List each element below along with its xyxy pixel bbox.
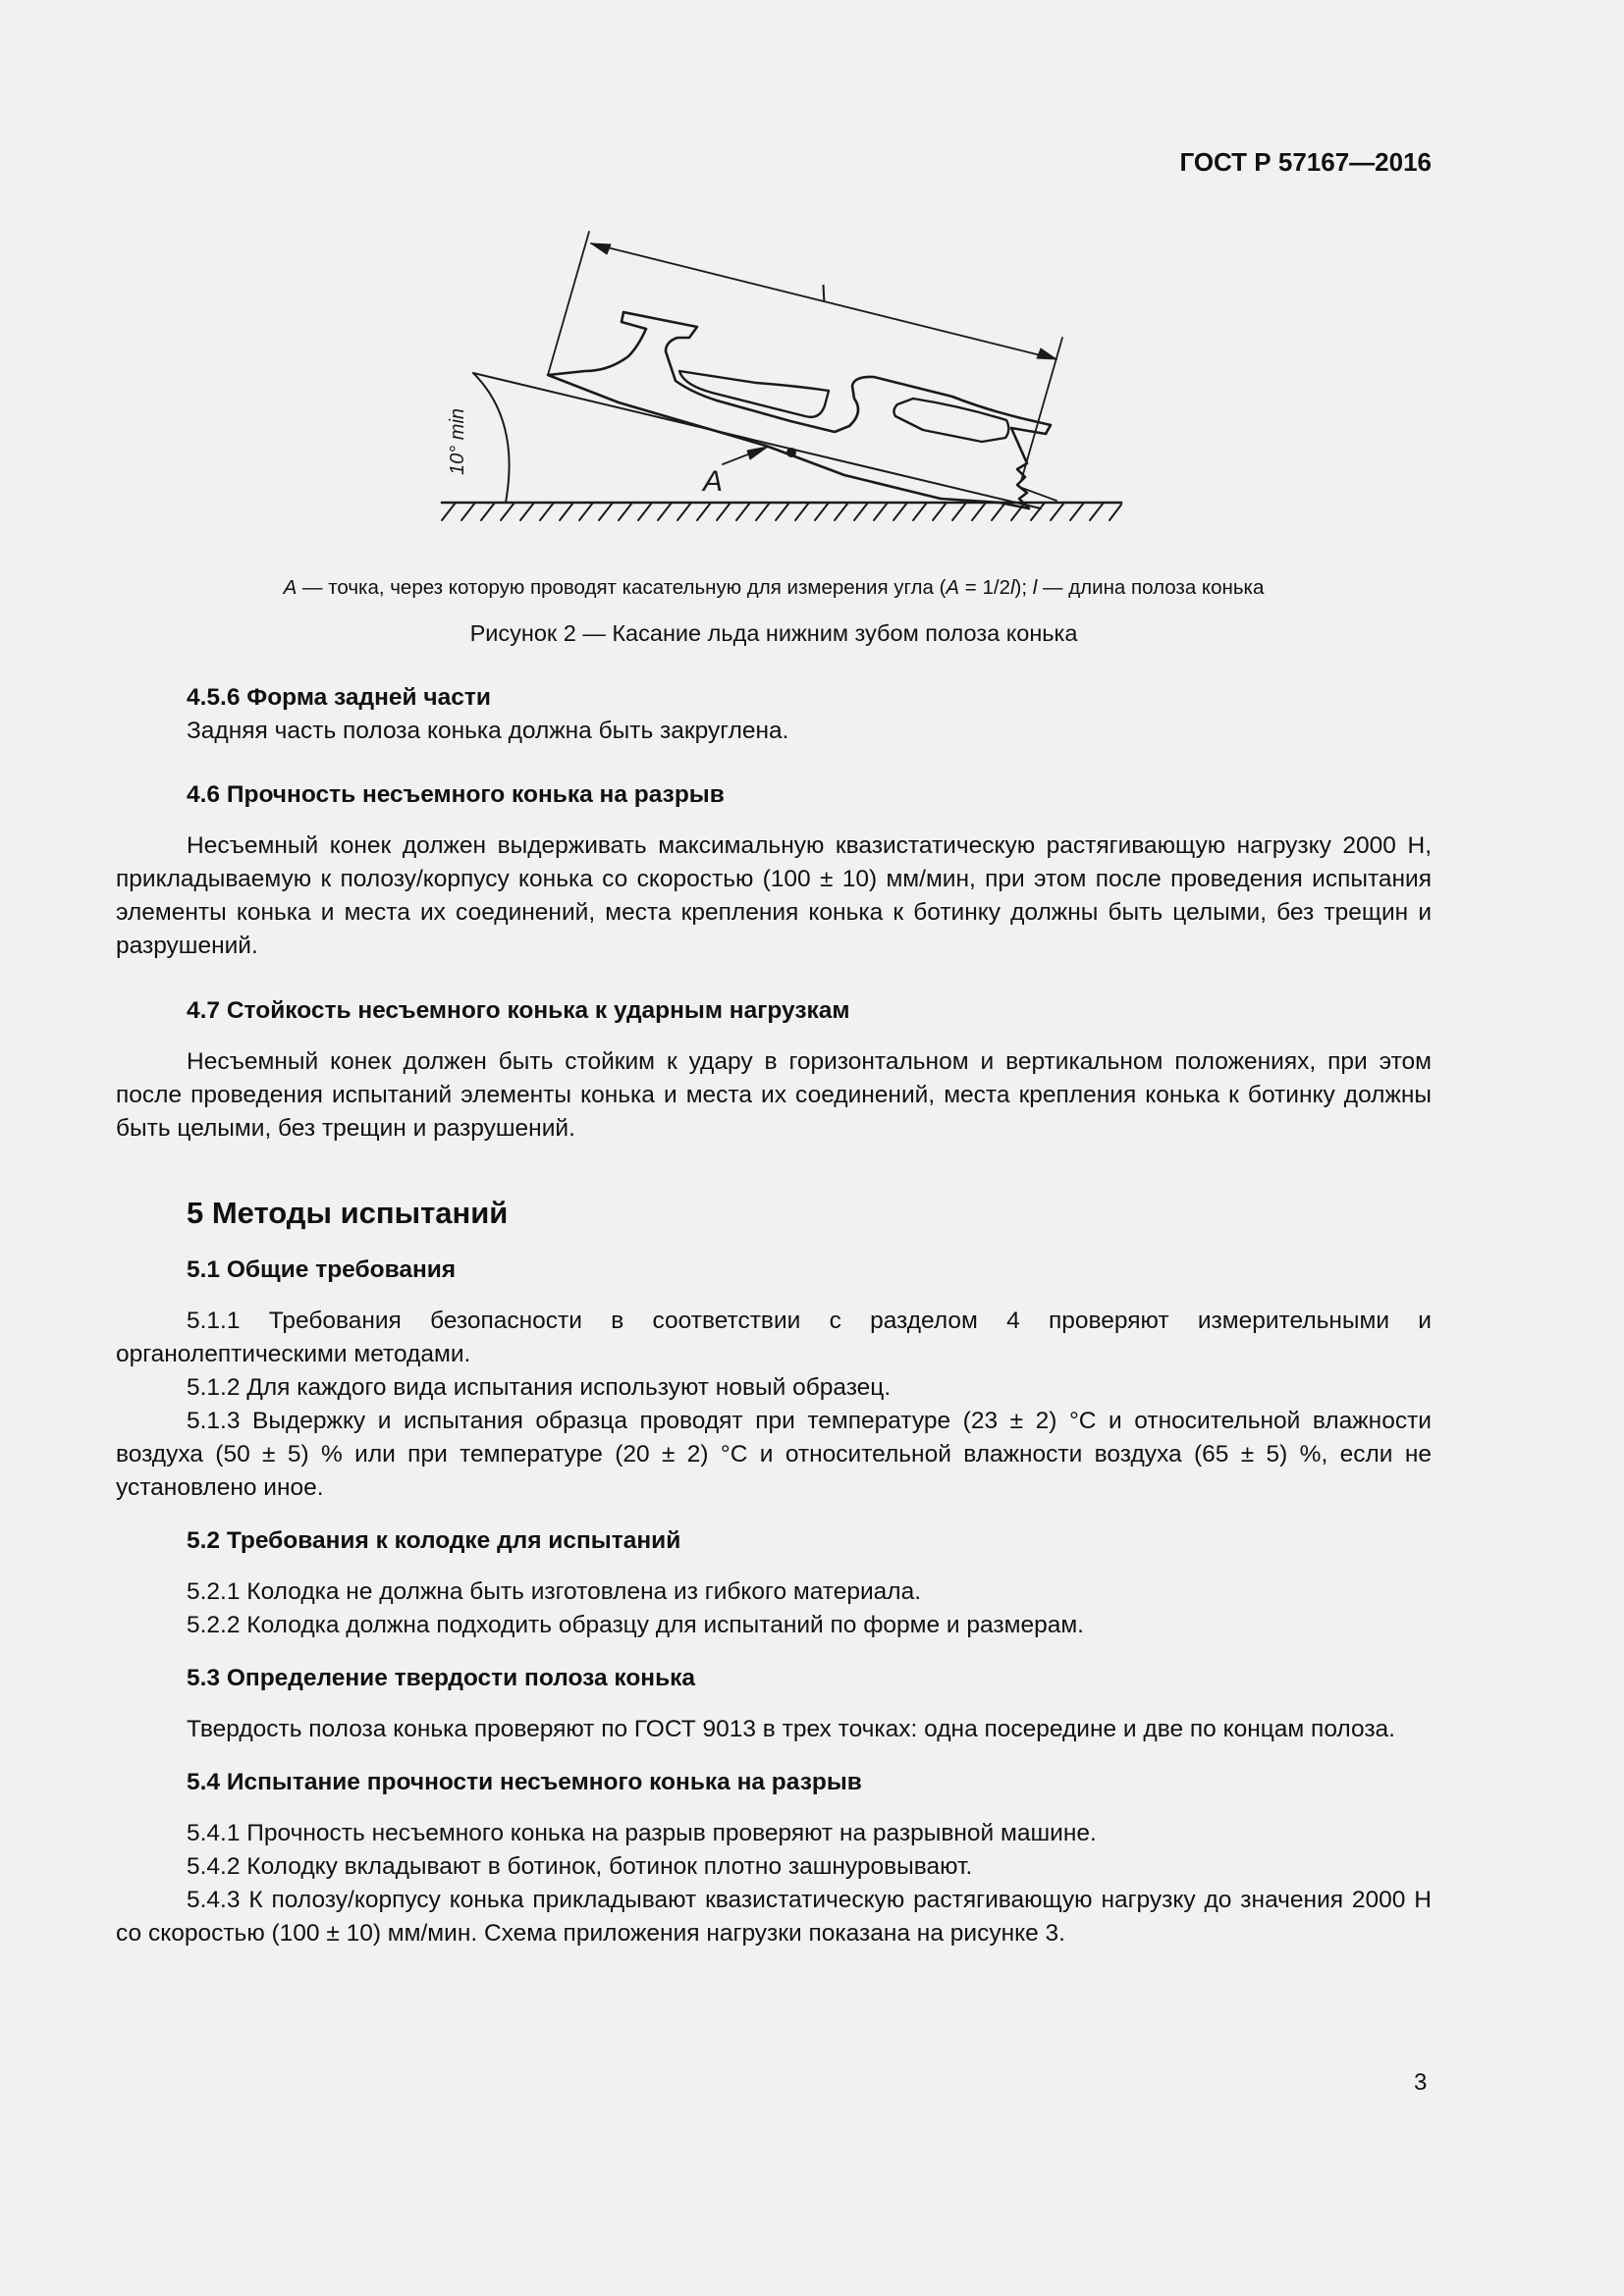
point-a-marker xyxy=(786,448,796,457)
legend-text-3: ); xyxy=(1014,576,1033,599)
paragraph-4-5-6: Задняя часть полоза конька должна быть закруглена. xyxy=(187,718,789,744)
legend-symbol-a-2: A xyxy=(946,576,960,599)
length-arrow-right xyxy=(1037,348,1056,359)
paragraph-5-1-3: 5.1.3 Выдержку и испытания образца проводят при температуре (23 ± 2) °С и относительной влажности воздуха (50 ± 5) % или при температуре (20 ± 2) °С и относительной влажности воздуха (65 ± 5) %, если не установлено иное. xyxy=(116,1408,1432,1501)
paragraph-5-4-3: 5.4.3 К полозу/корпусу конька прикладывают квазистатическую растягивающую нагрузку до значения 2000 Н со скоростью (100 ± 10) мм/мин. Схема приложения нагрузки показана на рисунке 3. xyxy=(116,1887,1432,1947)
point-a-label: A xyxy=(703,465,724,498)
extension-line-left xyxy=(548,232,589,375)
paragraph-5-2-1: 5.2.1 Колодка не должна быть изготовлена из гибкого материала. xyxy=(187,1578,922,1605)
angle-label: 10° min xyxy=(447,407,468,475)
angle-arc xyxy=(473,373,510,503)
document-header: ГОСТ Р 57167—2016 xyxy=(1179,147,1432,177)
paragraph-5-1-2: 5.1.2 Для каждого вида испытания используют новый образец. xyxy=(187,1374,892,1401)
ground-hatching xyxy=(442,503,1121,520)
section-5 xyxy=(116,1197,1432,1950)
skate-blade-figure xyxy=(432,224,1139,528)
heading-4-7: 4.7 Стойкость несъемного конька к ударным нагрузкам xyxy=(187,997,850,1024)
figure-caption: Рисунок 2 — Касание льда нижним зубом полоза конька xyxy=(469,620,1078,646)
tangent-line xyxy=(473,373,1041,508)
figure-legend xyxy=(116,576,1432,600)
legend-text-4: — длина полоза конька xyxy=(1037,576,1265,599)
legend-symbol-l-2: l xyxy=(1032,576,1038,599)
paragraph-4-7: Несъемный конек должен быть стойким к удару в горизонтальном и вертикальном положениях, при этом после проведения испытаний элементы конька и места их соединений, места крепления конька к ботинку должны быть целыми, без трещин и разрушений. xyxy=(116,1048,1432,1142)
pointer-arrow-a xyxy=(747,447,768,459)
section-4-7 xyxy=(116,994,1432,1146)
section-4-5-6 xyxy=(116,681,1432,748)
paragraph-5-1-1: 5.1.1 Требования безопасности в соответствии с разделом 4 проверяют измерительными и органолептическими методами. xyxy=(116,1308,1432,1367)
heading-5-4: 5.4 Испытание прочности несъемного конька на разрыв xyxy=(187,1769,862,1795)
page-number: 3 xyxy=(1414,2069,1428,2096)
section-4-6 xyxy=(116,778,1432,963)
length-label: l xyxy=(817,281,830,308)
heading-4-5-6: 4.5.6 Форма задней части xyxy=(187,684,491,711)
paragraph-5-3: Твердость полоза конька проверяют по ГОСТ 9013 в трех точках: одна посередине и две по концам полоза. xyxy=(187,1716,1395,1742)
heading-5-3: 5.3 Определение твердости полоза конька xyxy=(187,1665,696,1691)
length-arrow-left xyxy=(591,243,611,254)
legend-text-1: — точка, через которую проводят касательную для измерения угла ( xyxy=(297,576,947,599)
legend-text-2: = 1/2 xyxy=(959,576,1010,599)
paragraph-5-4-1: 5.4.1 Прочность несъемного конька на разрыв проверяют на разрывной машине. xyxy=(187,1820,1097,1846)
heading-4-6: 4.6 Прочность несъемного конька на разрыв xyxy=(187,781,725,808)
legend-symbol-a: A xyxy=(283,576,298,599)
legend-symbol-l: l xyxy=(1009,576,1015,599)
heading-5-1: 5.1 Общие требования xyxy=(187,1256,457,1283)
paragraph-4-6: Несъемный конек должен выдерживать максимальную квазистатическую растягивающую нагрузку 2000 Н, прикладываемую к полозу/корпусу конька со скоростью (100 ± 10) мм/мин, при этом после проведения испытания элементы конька и места их соединений, места крепления конька к ботинку должны быть целыми, без трещин и разрушений. xyxy=(116,832,1432,959)
paragraph-5-4-2: 5.4.2 Колодку вкладывают в ботинок, ботинок плотно зашнуровывают. xyxy=(187,1853,973,1880)
paragraph-5-2-2: 5.2.2 Колодка должна подходить образцу для испытаний по форме и размерам. xyxy=(187,1612,1084,1638)
blade-inner-cutout-2 xyxy=(893,399,1008,442)
heading-5-2: 5.2 Требования к колодке для испытаний xyxy=(187,1527,681,1554)
heading-5: 5 Методы испытаний xyxy=(187,1196,509,1230)
